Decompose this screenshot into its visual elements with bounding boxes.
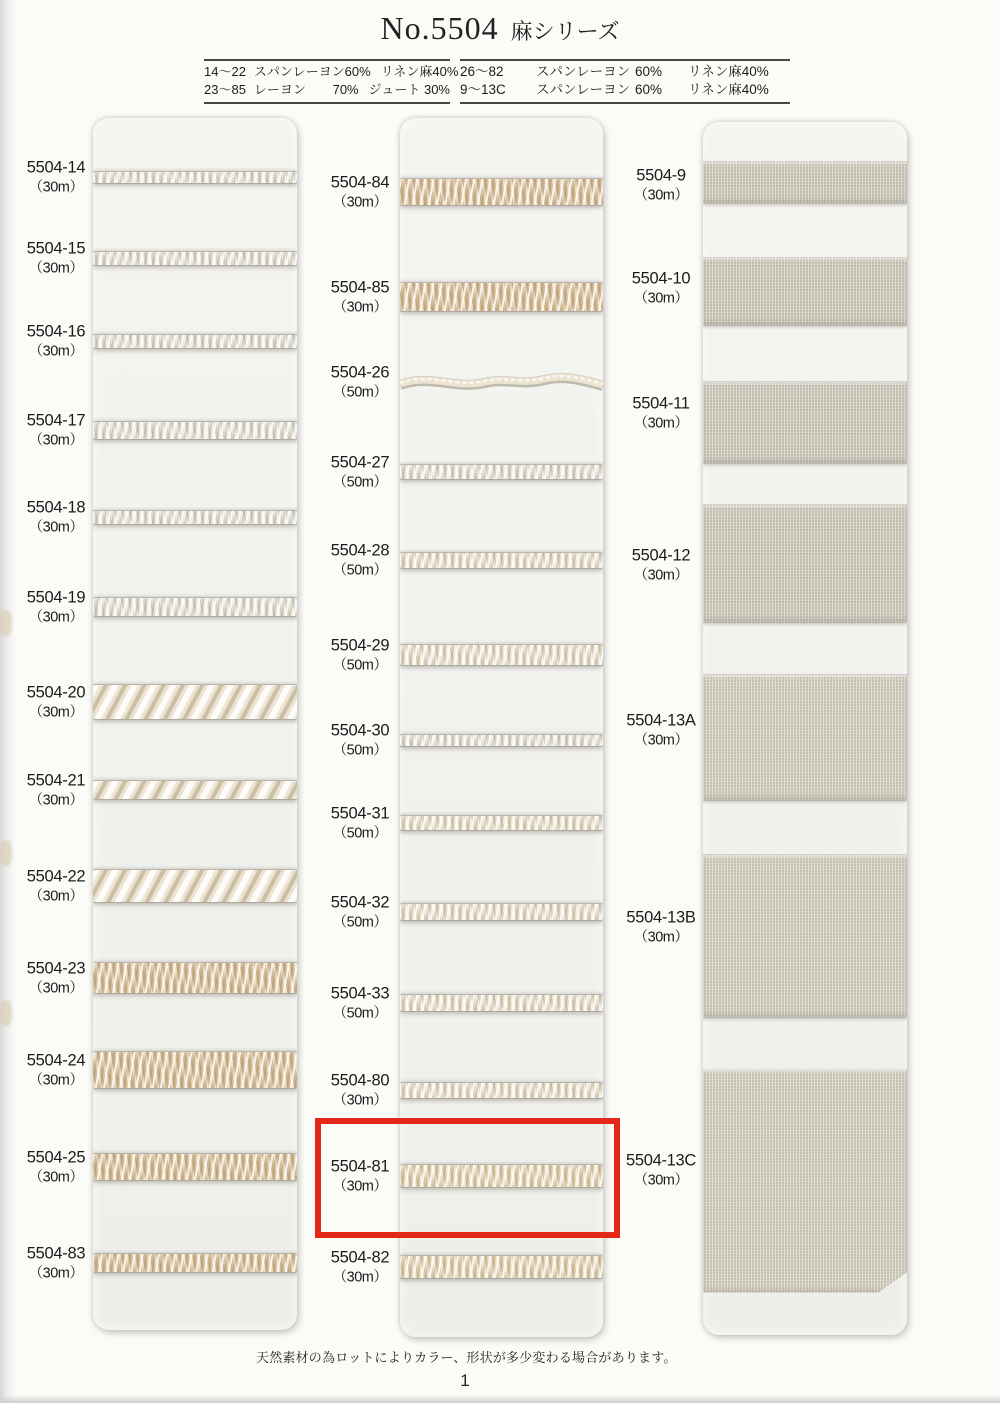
label-5504-11	[614, 394, 708, 433]
sample-length: （30m）	[28, 888, 84, 905]
label-5504-32	[314, 893, 406, 932]
label-5504-85	[314, 278, 406, 317]
composition-primary	[536, 63, 662, 81]
sample-length: （30m）	[28, 980, 84, 997]
sample-length: （30m）	[633, 732, 689, 749]
sample-code: 5504-30	[330, 721, 390, 740]
page-title	[0, 10, 1000, 47]
sample-length: （50m）	[332, 474, 388, 491]
label-5504-83	[10, 1244, 102, 1283]
sample-length: （50m）	[332, 1005, 388, 1022]
sample-code: 5504-20	[26, 683, 86, 702]
label-5504-12	[614, 546, 708, 585]
sample-length: （30m）	[28, 519, 84, 536]
sample-code: 5504-13A	[626, 711, 696, 730]
sample-code: 5504-84	[330, 173, 390, 192]
sample-length: （30m）	[28, 704, 84, 721]
sample-length: （30m）	[28, 343, 84, 360]
label-5504-15	[10, 239, 102, 278]
sample-length: （30m）	[332, 1092, 388, 1109]
cord-5504-31	[400, 816, 603, 830]
cord-5504-20	[93, 685, 297, 719]
sample-length: （30m）	[28, 1169, 84, 1186]
composition-table-left	[204, 59, 459, 104]
sample-length: （30m）	[633, 187, 689, 204]
label-5504-13A	[614, 711, 708, 750]
material-name: スパンレーヨン	[253, 64, 345, 79]
composition-row	[460, 63, 790, 81]
sample-length: （30m）	[28, 179, 84, 196]
sample-length: （30m）	[332, 194, 388, 211]
sample-code: 5504-26	[330, 363, 390, 382]
label-5504-84	[314, 173, 406, 212]
sample-code: 5504-21	[26, 771, 86, 790]
label-5504-19	[10, 588, 102, 627]
composition-secondary: ジュート 30%	[368, 82, 450, 97]
sample-code: 5504-80	[330, 1071, 390, 1090]
label-5504-16	[10, 322, 102, 361]
cord-5504-28	[400, 553, 603, 568]
sample-length: （30m）	[633, 415, 689, 432]
cord-5504-18	[93, 511, 297, 524]
sample-length: （30m）	[28, 1265, 84, 1282]
sample-code: 5504-32	[330, 893, 390, 912]
sample-code: 5504-9	[636, 166, 686, 185]
tape-5504-9	[703, 162, 907, 203]
sample-code: 5504-81	[330, 1157, 390, 1176]
sample-length: （30m）	[28, 609, 84, 626]
sample-code: 5504-19	[26, 588, 86, 607]
label-5504-27	[314, 453, 406, 492]
cord-5504-15	[93, 252, 297, 265]
series-name: 麻シリーズ	[510, 19, 620, 44]
sample-code: 5504-17	[26, 411, 86, 430]
sample-length: （50m）	[332, 914, 388, 931]
highlight-region-5504-81[interactable]	[315, 1118, 620, 1238]
label-5504-80	[314, 1071, 406, 1110]
material-percent: 60%	[634, 64, 662, 79]
label-5504-23	[10, 959, 102, 998]
scan-edge-bottom	[0, 1395, 1000, 1403]
sample-code: 5504-13C	[625, 1151, 697, 1170]
cord-5504-23	[93, 963, 297, 993]
label-5504-25	[10, 1148, 102, 1187]
sample-code: 5504-13B	[626, 908, 696, 927]
sample-length: （30m）	[332, 1178, 388, 1195]
material-name: スパンレーヨン	[536, 82, 631, 97]
sample-code: 5504-33	[330, 984, 390, 1003]
cord-5504-21	[93, 781, 297, 799]
sample-code: 5504-31	[330, 804, 390, 823]
cord-5504-29	[400, 645, 603, 665]
sample-length: （30m）	[633, 290, 689, 307]
sample-code: 5504-25	[26, 1148, 86, 1167]
cord-5504-82	[400, 1256, 603, 1278]
material-name: スパンレーヨン	[536, 64, 631, 79]
sample-length: （50m）	[332, 562, 388, 579]
material-name: レーヨン	[253, 82, 306, 97]
sample-code: 5504-29	[330, 636, 390, 655]
sample-code: 5504-23	[26, 959, 86, 978]
sample-length: （30m）	[633, 929, 689, 946]
item-range: 23〜85	[204, 82, 246, 97]
sample-code: 5504-82	[330, 1248, 390, 1267]
composition-primary	[254, 63, 371, 81]
cord-5504-80	[400, 1083, 603, 1098]
sample-code: 5504-10	[631, 269, 691, 288]
tape-5504-11	[703, 382, 907, 463]
cord-5504-33	[400, 995, 603, 1011]
label-5504-10	[614, 269, 708, 308]
cord-5504-16	[93, 335, 297, 348]
tape-5504-13B	[703, 855, 907, 1017]
sample-code: 5504-11	[632, 394, 690, 413]
sample-length: （30m）	[28, 792, 84, 809]
composition-secondary: リネン麻40%	[688, 82, 769, 97]
tape-5504-13A	[703, 675, 907, 800]
sample-code: 5504-22	[26, 867, 86, 886]
sample-length: （30m）	[28, 432, 84, 449]
item-range: 26〜82	[460, 64, 504, 79]
sample-code: 5504-27	[330, 453, 390, 472]
composition-secondary: リネン麻40%	[688, 64, 769, 79]
label-5504-33	[314, 984, 406, 1023]
sample-code: 5504-16	[26, 322, 86, 341]
sample-code: 5504-85	[330, 278, 390, 297]
label-5504-14	[10, 158, 102, 197]
cord-5504-22	[93, 870, 297, 902]
sample-length: （30m）	[633, 1172, 689, 1189]
label-5504-30	[314, 721, 406, 760]
label-5504-22	[10, 867, 102, 906]
cord-5504-14	[93, 172, 297, 183]
sample-length: （50m）	[332, 384, 388, 401]
sample-code: 5504-28	[330, 541, 390, 560]
item-range: 9〜13C	[460, 82, 506, 97]
label-5504-20	[10, 683, 102, 722]
sample-length: （30m）	[28, 260, 84, 277]
label-5504-21	[10, 771, 102, 810]
label-5504-82	[314, 1248, 406, 1287]
tape-5504-12	[703, 505, 907, 622]
cord-5504-26	[400, 366, 603, 398]
sample-code: 5504-83	[26, 1244, 86, 1263]
sample-length: （50m）	[332, 742, 388, 759]
sample-length: （30m）	[332, 1269, 388, 1286]
composition-primary	[536, 81, 662, 99]
sample-code: 5504-18	[26, 498, 86, 517]
label-5504-28	[314, 541, 406, 580]
sample-length: （30m）	[332, 299, 388, 316]
composition-table-right	[460, 59, 790, 104]
material-percent: 60%	[634, 82, 662, 97]
cord-5504-25	[93, 1154, 297, 1180]
cord-5504-30	[400, 735, 603, 746]
sample-length: （50m）	[332, 825, 388, 842]
item-range: 14〜22	[204, 64, 246, 79]
sample-length: （50m）	[332, 657, 388, 674]
composition-row	[204, 81, 450, 99]
sample-panel-left	[93, 118, 297, 1330]
cord-5504-84	[400, 179, 603, 205]
page-number: 1	[460, 1371, 470, 1390]
cord-5504-83	[93, 1254, 297, 1272]
footnote: 天然素材の為ロットによりカラー、形状が多少変わる場合があります。	[256, 1350, 677, 1365]
tape-5504-10	[703, 258, 907, 325]
composition-secondary: リネン麻40%	[380, 64, 459, 79]
sample-code: 5504-15	[26, 239, 86, 258]
label-5504-13C	[614, 1151, 708, 1190]
label-5504-31	[314, 804, 406, 843]
cord-5504-24	[93, 1052, 297, 1088]
page-bleed-fragment	[0, 1000, 12, 1026]
label-5504-17	[10, 411, 102, 450]
material-percent: 60%	[344, 64, 371, 79]
tape-5504-13C	[703, 1070, 907, 1293]
cord-5504-19	[93, 598, 297, 616]
page-bleed-fragment	[0, 840, 12, 866]
sample-length: （30m）	[28, 1072, 84, 1089]
cord-5504-17	[93, 422, 297, 439]
cord-5504-32	[400, 904, 603, 920]
sample-code: 5504-12	[631, 546, 691, 565]
cord-5504-27	[400, 465, 603, 479]
sample-panel-right	[703, 122, 907, 1335]
composition-row	[460, 81, 790, 99]
sample-length: （30m）	[633, 567, 689, 584]
label-5504-18	[10, 498, 102, 537]
label-5504-13B	[614, 908, 708, 947]
label-5504-26	[314, 363, 406, 402]
sample-code: 5504-24	[26, 1051, 86, 1070]
label-5504-9	[614, 166, 708, 205]
series-number: No.5504	[380, 10, 499, 46]
composition-primary	[254, 81, 359, 99]
cord-5504-85	[400, 283, 603, 311]
label-5504-29	[314, 636, 406, 675]
composition-row	[204, 63, 459, 81]
material-percent: 70%	[332, 82, 359, 97]
sample-code: 5504-14	[26, 158, 86, 177]
label-5504-24	[10, 1051, 102, 1090]
